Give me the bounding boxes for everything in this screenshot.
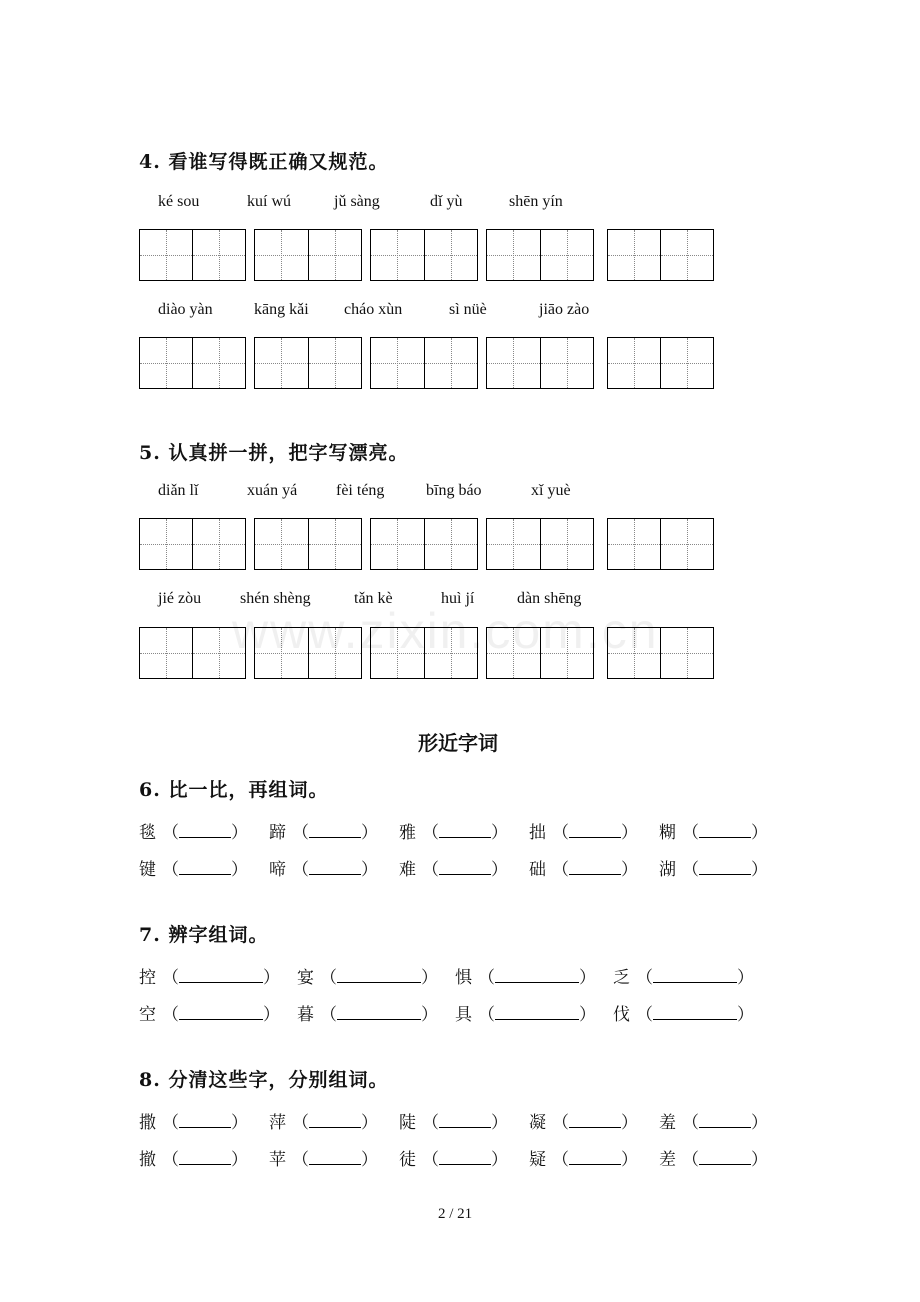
q4-pinyin-5: shēn yín	[509, 193, 563, 210]
q4-pinyin-2: kuí wú	[247, 193, 291, 210]
answer-blank[interactable]	[699, 1150, 751, 1165]
q8-item: 凝 （ ）	[529, 1113, 638, 1133]
q4-pinyin-1: ké sou	[158, 193, 200, 210]
writing-grid	[139, 337, 246, 389]
q5-pinyin-7: shén shèng	[240, 590, 311, 607]
answer-blank[interactable]	[439, 860, 491, 875]
answer-blank[interactable]	[439, 1113, 491, 1128]
q6-item: 拙 （ ）	[529, 823, 638, 843]
q6-item: 蹄 （ ）	[269, 823, 378, 843]
answer-blank[interactable]	[309, 1113, 361, 1128]
q4-pinyin-9: sì nüè	[449, 301, 487, 318]
q8-item: 羞 （ ）	[659, 1113, 768, 1133]
q8-item: 徒 （ ）	[399, 1150, 508, 1170]
q8-item: 苹 （ ）	[269, 1150, 378, 1170]
q4-pinyin-6: diào yàn	[158, 301, 213, 318]
answer-blank[interactable]	[179, 823, 231, 838]
q8-item: 差 （ ）	[659, 1150, 768, 1170]
answer-blank[interactable]	[179, 1005, 263, 1020]
q8-item: 萍 （ ）	[269, 1113, 378, 1133]
writing-grid	[370, 337, 478, 389]
writing-grid	[254, 229, 362, 281]
q7-title: 7. 辨字组词。	[139, 924, 269, 946]
writing-grid	[370, 518, 478, 570]
answer-blank[interactable]	[653, 968, 737, 983]
writing-grid	[607, 518, 714, 570]
q5-pinyin-6: jié zòu	[158, 590, 202, 607]
q6-item: 键 （ ）	[139, 860, 248, 880]
q6-item: 毯 （ ）	[139, 823, 248, 843]
page-number: 2 / 21	[438, 1206, 473, 1222]
q5-pinyin-5: xǐ yuè	[531, 482, 571, 499]
q8-item: 撤 （ ）	[139, 1150, 248, 1170]
watermark: www.zixin.com.cn	[232, 603, 659, 659]
q8-item: 疑 （ ）	[529, 1150, 638, 1170]
answer-blank[interactable]	[179, 1113, 231, 1128]
writing-grid	[254, 337, 362, 389]
q4-pinyin-10: jiāo zào	[539, 301, 590, 318]
q6-item: 难 （ ）	[399, 860, 508, 880]
answer-blank[interactable]	[495, 1005, 579, 1020]
q4-pinyin-3: jǔ sàng	[334, 193, 380, 210]
answer-blank[interactable]	[337, 968, 421, 983]
q7-item: 空 （ ）	[139, 1005, 280, 1025]
writing-grid	[139, 518, 246, 570]
writing-grid	[486, 337, 594, 389]
q5-pinyin-2: xuán yá	[247, 482, 298, 499]
q6-item: 啼 （ ）	[269, 860, 378, 880]
writing-grid	[370, 229, 478, 281]
q6-item: 湖 （ ）	[659, 860, 768, 880]
answer-blank[interactable]	[569, 860, 621, 875]
answer-blank[interactable]	[309, 860, 361, 875]
q5-pinyin-8: tǎn kè	[354, 590, 393, 607]
q5-title: 5. 认真拼一拼，把字写漂亮。	[139, 442, 409, 464]
q7-item: 伐 （ ）	[613, 1005, 754, 1025]
answer-blank[interactable]	[179, 1150, 231, 1165]
q4-title: 4. 看谁写得既正确又规范。	[139, 151, 389, 173]
answer-blank[interactable]	[179, 968, 263, 983]
answer-blank[interactable]	[653, 1005, 737, 1020]
writing-grid	[607, 229, 714, 281]
answer-blank[interactable]	[699, 823, 751, 838]
q7-item: 惧 （ ）	[455, 968, 596, 988]
answer-blank[interactable]	[699, 1113, 751, 1128]
q8-item: 撒 （ ）	[139, 1113, 248, 1133]
q7-item: 控 （ ）	[139, 968, 280, 988]
answer-blank[interactable]	[569, 1113, 621, 1128]
answer-blank[interactable]	[569, 823, 621, 838]
q5-pinyin-4: bīng báo	[426, 482, 482, 499]
q6-item: 糊 （ ）	[659, 823, 768, 843]
answer-blank[interactable]	[439, 823, 491, 838]
writing-grid	[486, 229, 594, 281]
q5-pinyin-3: fèi téng	[336, 482, 385, 499]
q4-pinyin-8: cháo xùn	[344, 301, 403, 318]
q6-title: 6. 比一比，再组词。	[139, 779, 329, 801]
q6-item: 础 （ ）	[529, 860, 638, 880]
q5-pinyin-10: dàn shēng	[517, 590, 582, 607]
answer-blank[interactable]	[439, 1150, 491, 1165]
answer-blank[interactable]	[495, 968, 579, 983]
answer-blank[interactable]	[699, 860, 751, 875]
writing-grid	[486, 518, 594, 570]
writing-grid	[254, 518, 362, 570]
answer-blank[interactable]	[179, 860, 231, 875]
q5-pinyin-1: diǎn lǐ	[158, 482, 199, 499]
section-title: 形近字词	[418, 731, 498, 755]
q7-item: 具 （ ）	[455, 1005, 596, 1025]
q4-pinyin-4: dǐ yù	[430, 193, 463, 210]
writing-grid	[607, 337, 714, 389]
writing-grid	[139, 627, 246, 679]
answer-blank[interactable]	[337, 1005, 421, 1020]
q6-item: 雅 （ ）	[399, 823, 508, 843]
writing-grid	[139, 229, 246, 281]
answer-blank[interactable]	[309, 823, 361, 838]
q5-pinyin-9: huì jí	[441, 590, 475, 607]
answer-blank[interactable]	[569, 1150, 621, 1165]
q4-pinyin-7: kāng kǎi	[254, 301, 309, 318]
q7-item: 乏 （ ）	[613, 968, 754, 988]
q8-item: 陡 （ ）	[399, 1113, 508, 1133]
q8-title: 8. 分清这些字，分别组词。	[139, 1069, 389, 1091]
answer-blank[interactable]	[309, 1150, 361, 1165]
q7-item: 宴 （ ）	[297, 968, 438, 988]
q7-item: 暮 （ ）	[297, 1005, 438, 1025]
